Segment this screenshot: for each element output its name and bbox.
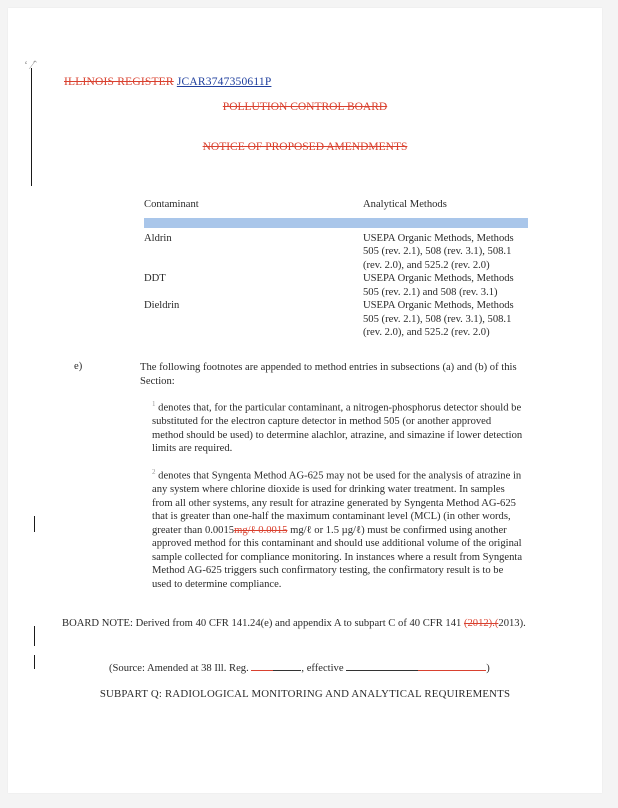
document-page [8, 8, 602, 793]
subsection-letter: e) [74, 361, 83, 372]
footnote-1 [152, 398, 524, 456]
notice-title: NOTICE OF PROPOSED AMENDMENTS [202, 141, 408, 153]
board-note [62, 617, 540, 631]
footnotes-intro: The following footnotes are appended to method entries in subsections (a) and (b) of this Section: [140, 362, 517, 387]
footnote-2 [152, 466, 524, 591]
table-band [144, 218, 528, 228]
register-header [64, 76, 271, 88]
change-bar-fn2 [34, 516, 35, 532]
blank-red-long [418, 660, 486, 671]
header-inserted-text: JCAR3747350611P [176, 76, 272, 88]
footnote-2-text-b: mg/ℓ or 1.5 µg/ℓ) must be confirmed using another approved method for this contaminant and should use additional volume of the original sample collected for compliance monitoring. In instances where a result from Syngenta Method AG-625 triggers such confirmatory testing, the confirmatory result is to be used to determine compliance. [152, 524, 523, 590]
table-row [144, 228, 528, 273]
blank-long [346, 660, 418, 671]
blank-short [273, 660, 301, 671]
footnote-2-marker: 2 [152, 468, 156, 476]
subpart-heading: SUBPART Q: RADIOLOGICAL MONITORING AND ANALYTICAL REQUIREMENTS [99, 688, 511, 700]
methods-cell: USEPA Organic Methods, Methods 505 (rev. 2.1), 508 (rev. 3.1), 508.1 (rev. 2.0), and 525.2 (rev. 2.0) [363, 232, 514, 271]
footnote-1-text: denotes that, for the particular contaminant, a nitrogen-phosphorus detector should be substituted for the electron capture detector in method 505 (or another approved method should be used) to determine alachlor, atrazine, and simazine if lower detection limits are required. [152, 402, 523, 455]
source-end: ) [486, 663, 490, 674]
methods-cell: USEPA Organic Methods, Methods 505 (rev. 2.1), 508 (rev. 3.1), 508.1 (rev. 2.0), and 525.2 (rev. 2.0) [363, 300, 514, 338]
source-prefix: (Source: Amended at 38 Ill. Reg. [109, 663, 249, 674]
change-bar-note [34, 626, 35, 646]
source-mid: , effective [301, 663, 344, 674]
contaminant-methods-table [144, 198, 528, 340]
margin-scribble: ʻ ⁄ˆ [24, 58, 37, 72]
contaminant-cell: Aldrin [144, 232, 172, 244]
header-struck-text: ILLINOIS REGISTER [64, 76, 174, 88]
footnote-2-text-a: denotes that Syngenta Method AG-625 may not be used for the analysis of atrazine in any system where chlorine dioxide is used for drinking water treatment. In samples from all other systems, any result for atrazine generated by Syngenta Method AG-625 that is greater than one-half the maximum contaminant level (MCL) (in other words, greater than 0.0015 [152, 470, 522, 536]
board-title: POLLUTION CONTROL BOARD [222, 101, 388, 113]
methods-cell: USEPA Organic Methods, Methods 505 (rev. 2.1) and 508 (rev. 3.1) [363, 273, 514, 298]
contaminant-cell: DDT [144, 273, 166, 284]
board-note-struck: (2012).( [463, 618, 499, 629]
board-note-end: 2013). [498, 618, 526, 629]
footnote-2-struck: mg/ℓ 0.0015 [234, 524, 288, 536]
source-line [109, 660, 529, 674]
table-row [144, 299, 528, 340]
column-header-contaminant: Contaminant [144, 199, 199, 210]
change-bar-source [34, 655, 35, 669]
footnote-1-marker: 1 [152, 400, 156, 408]
blank-red-short [251, 660, 273, 671]
table-row [144, 272, 528, 299]
board-note-text: BOARD NOTE: Derived from 40 CFR 141.24(e) and appendix A to subpart C of 40 CFR 141 [62, 618, 462, 629]
contaminant-cell: Dieldrin [144, 300, 180, 311]
change-bar-top [31, 68, 32, 186]
column-header-methods: Analytical Methods [363, 199, 447, 210]
